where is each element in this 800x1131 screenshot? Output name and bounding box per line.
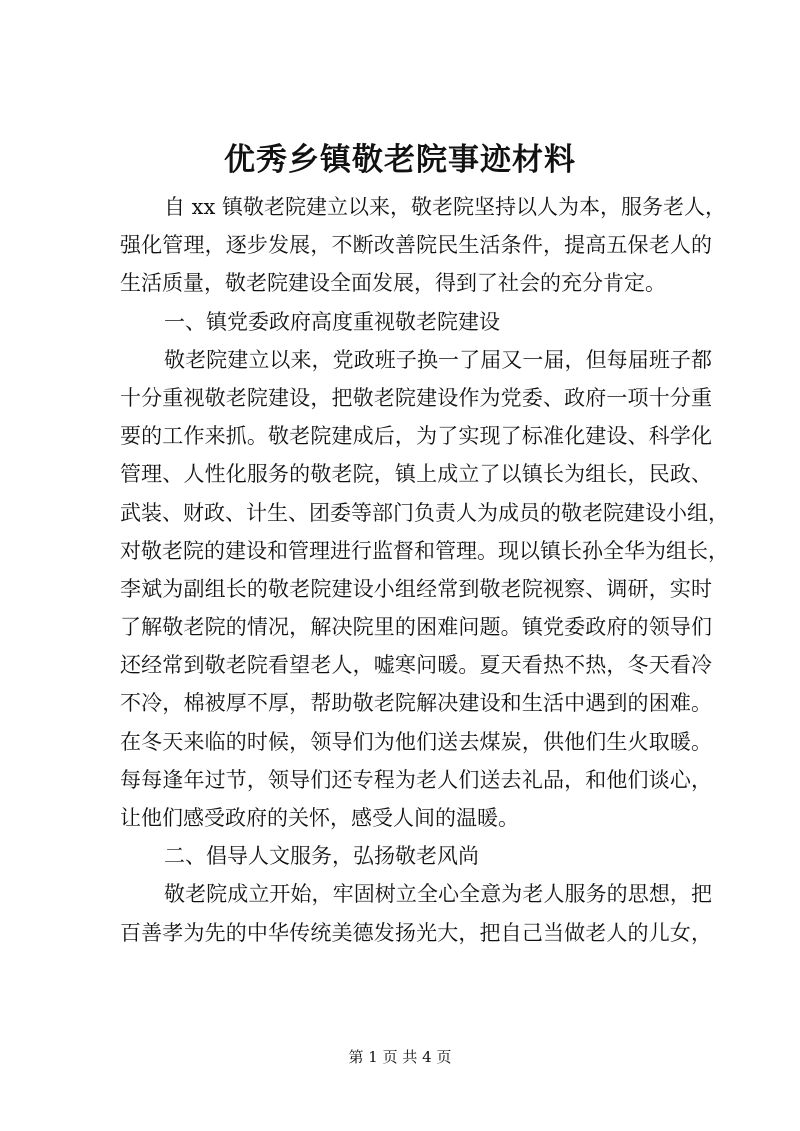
text-line: 敬老院建立以来，党政班子换一了届又一届，但每届班子都 xyxy=(164,347,712,372)
text-line: 敬老院成立开始，牢固树立全心全意为老人服务的思想，把 xyxy=(164,882,712,907)
section-heading xyxy=(120,303,712,341)
text-line: 生活质量，敬老院建设全面发展，得到了社会的充分肯定。 xyxy=(120,271,666,296)
document-title: 优秀乡镇敬老院事迹材料 xyxy=(224,142,576,178)
text-line: 强化管理，逐步发展，不断改善院民生活条件，提高五保老人的 xyxy=(120,233,712,258)
text-line: 在冬天来临的时候，领导们为他们送去煤炭，供他们生火取暖。 xyxy=(120,729,712,754)
text-line: 自 xx 镇敬老院建立以来，敬老院坚持以人为本，服务老人， xyxy=(164,195,727,219)
section-heading xyxy=(120,837,712,875)
text-line: 每每逢年过节，领导们还专程为老人们送去礼品，和他们谈心， xyxy=(120,767,712,792)
text-line: 百善孝为先的中华传统美德发扬光大，把自己当做老人的儿女， xyxy=(120,920,712,945)
paragraph xyxy=(120,188,727,303)
text-line: 对敬老院的建设和管理进行监督和管理。现以镇长孙全华为组长， xyxy=(120,538,729,563)
text-line: 让他们感受政府的关怀，感受人间的温暖。 xyxy=(120,806,519,830)
text-line: 不冷，棉被厚不厚，帮助敬老院解决建设和生活中遇到的困难。 xyxy=(120,691,712,716)
page-footer: 第 1 页 共 4 页 xyxy=(348,1048,452,1066)
paragraph xyxy=(120,341,729,837)
document-body xyxy=(120,188,729,952)
text-line: 还经常到敬老院看望老人，嘘寒问暖。夏天看热不热，冬天看冷 xyxy=(120,653,712,678)
heading-line: 一、镇党委政府高度重视敬老院建设 xyxy=(164,309,500,334)
text-line: 了解敬老院的情况，解决院里的困难问题。镇党委政府的领导们 xyxy=(120,615,712,640)
heading-line: 二、倡导人文服务，弘扬敬老风尚 xyxy=(164,844,479,869)
text-line: 李斌为副组长的敬老院建设小组经常到敬老院视察、调研，实时 xyxy=(120,576,712,601)
text-line: 要的工作来抓。敬老院建成后，为了实现了标准化建设、科学化 xyxy=(120,424,712,449)
text-line: 管理、人性化服务的敬老院，镇上成立了以镇长为组长，民政、 xyxy=(120,462,712,487)
text-line: 十分重视敬老院建设，把敬老院建设作为党委、政府一项十分重 xyxy=(120,385,712,410)
paragraph xyxy=(120,875,712,951)
text-line: 武装、财政、计生、团委等部门负责人为成员的敬老院建设小组， xyxy=(120,500,729,525)
